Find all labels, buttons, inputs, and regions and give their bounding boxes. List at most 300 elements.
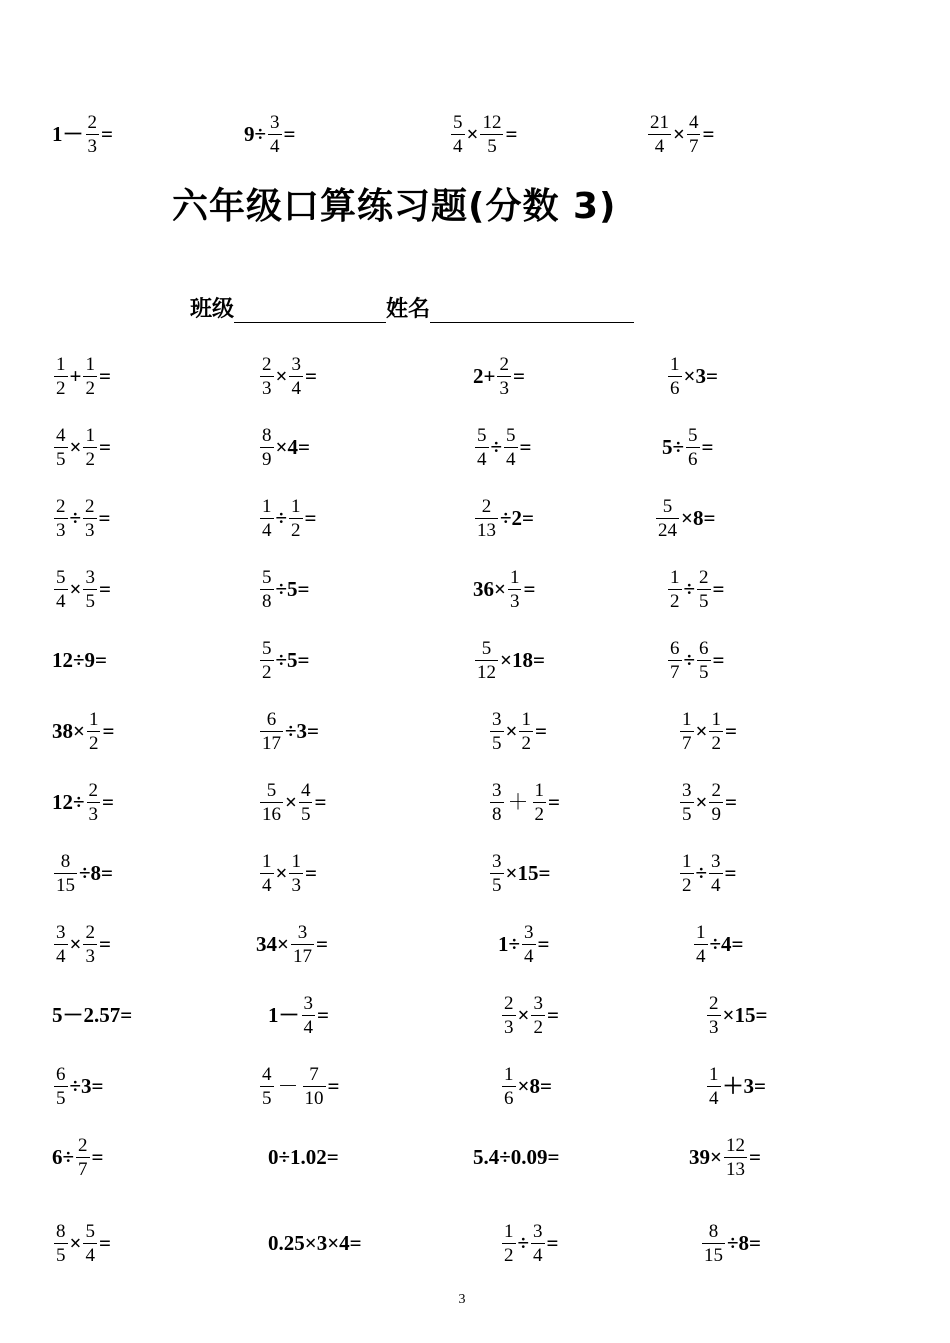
- fraction-denominator: 7: [682, 732, 692, 754]
- math-problem: [473, 639, 545, 682]
- math-problem: [488, 852, 550, 895]
- expression-text: =: [537, 931, 550, 956]
- fraction: [475, 639, 498, 682]
- fraction-numerator: 5: [688, 424, 698, 446]
- math-problem: [666, 639, 725, 682]
- expression-text: ÷: [695, 860, 708, 885]
- fraction-numerator: 3: [492, 708, 502, 730]
- fraction-denominator: 7: [78, 1158, 88, 1180]
- fraction: [451, 113, 465, 156]
- expression-text: ÷8=: [727, 1230, 761, 1255]
- fraction: [707, 1065, 721, 1108]
- fraction-numerator: 8: [56, 1220, 66, 1242]
- fraction-denominator: 7: [670, 661, 680, 683]
- fraction: [709, 710, 723, 753]
- fraction: [680, 852, 694, 895]
- expression-text: =: [304, 363, 317, 388]
- fraction-numerator: 1: [262, 850, 272, 872]
- expression-text: ÷2=: [500, 505, 534, 530]
- fraction-denominator: 4: [56, 590, 66, 612]
- fraction-numerator: 5: [262, 566, 272, 588]
- math-problem: [52, 1222, 111, 1265]
- fraction-numerator: 3: [270, 111, 280, 133]
- fraction-numerator: 2: [709, 992, 719, 1014]
- expression-text: ÷: [69, 505, 82, 530]
- fraction-denominator: 5: [56, 1087, 66, 1109]
- fraction: [490, 710, 504, 753]
- expression-text: ＋3=: [722, 1073, 766, 1098]
- fraction-denominator: 2: [56, 377, 66, 399]
- fraction: [83, 355, 97, 398]
- fraction-numerator: 3: [297, 921, 308, 943]
- fraction-denominator: 4: [291, 377, 301, 399]
- name-blank[interactable]: [430, 300, 634, 323]
- fraction-denominator: 4: [262, 519, 272, 541]
- expression-text: ÷: [275, 505, 288, 530]
- fraction: [260, 781, 283, 824]
- fraction-numerator: 3: [533, 992, 543, 1014]
- fraction-denominator: 13: [477, 519, 496, 541]
- math-problem: [500, 994, 559, 1037]
- expression-text: ÷5=: [275, 576, 310, 601]
- fraction-denominator: 4: [303, 1016, 313, 1038]
- fraction: [490, 781, 504, 824]
- fraction-denominator: 4: [711, 874, 721, 896]
- math-problem: [500, 1222, 559, 1265]
- fraction: [83, 1222, 97, 1265]
- math-problem: [258, 355, 317, 398]
- expression-text: ×: [69, 1230, 82, 1255]
- fraction-denominator: 2: [291, 519, 301, 541]
- fraction: [533, 781, 547, 824]
- fraction-numerator: 3: [303, 992, 313, 1014]
- fraction-denominator: 2: [504, 1244, 514, 1266]
- fraction-numerator: 2: [85, 495, 95, 517]
- fraction-denominator: 2: [682, 874, 692, 896]
- fraction-denominator: 13: [725, 1158, 745, 1180]
- fraction-denominator: 3: [85, 519, 95, 541]
- fraction: [260, 426, 274, 469]
- fraction-denominator: 2: [85, 377, 95, 399]
- fraction: [76, 1136, 90, 1179]
- expression-text: =: [98, 1230, 111, 1255]
- fraction-numerator: 8: [708, 1220, 719, 1242]
- fraction-denominator: 5: [699, 590, 709, 612]
- expression-text: =: [102, 789, 114, 814]
- fraction: [302, 994, 316, 1037]
- expression-text: =: [724, 718, 737, 743]
- fraction: [519, 710, 533, 753]
- class-blank[interactable]: [234, 300, 386, 323]
- math-problem: [258, 497, 317, 540]
- fraction: [299, 781, 313, 824]
- fraction-numerator: 3: [492, 850, 502, 872]
- expression-text: ×: [69, 576, 82, 601]
- math-problem: [52, 497, 111, 540]
- fraction: [490, 852, 504, 895]
- fraction-numerator: 1: [291, 495, 301, 517]
- fraction-numerator: 8: [262, 424, 272, 446]
- fraction-denominator: 5: [56, 1244, 66, 1266]
- expression-text: ÷: [683, 647, 696, 672]
- math-problem: [666, 355, 718, 398]
- fraction-numerator: 5: [481, 637, 492, 659]
- fraction-numerator: 12: [725, 1134, 745, 1156]
- fraction: [522, 923, 536, 966]
- math-problem: [52, 1065, 104, 1108]
- expression-text: =: [91, 1144, 104, 1169]
- fraction: [694, 923, 708, 966]
- expression-text: =: [548, 789, 560, 814]
- fraction-denominator: 5: [85, 590, 95, 612]
- fraction-numerator: 3: [711, 850, 721, 872]
- fraction-numerator: 5: [506, 424, 516, 446]
- math-problem: [654, 497, 715, 540]
- math-problem: [678, 852, 737, 895]
- fraction: [668, 639, 682, 682]
- fraction: [289, 497, 303, 540]
- fraction-denominator: 3: [504, 1016, 514, 1038]
- fraction: [260, 710, 283, 753]
- math-problem: [258, 426, 310, 469]
- fraction-numerator: 5: [262, 637, 272, 659]
- expression-text: =: [102, 718, 115, 743]
- fraction-denominator: 4: [56, 945, 66, 967]
- fraction-denominator: 2: [262, 661, 272, 683]
- fraction-denominator: 3: [709, 1016, 719, 1038]
- student-info-line: [190, 292, 634, 323]
- fraction-denominator: 3: [85, 945, 95, 967]
- fraction-numerator: 1: [504, 1063, 514, 1085]
- fraction-denominator: 2: [670, 590, 680, 612]
- expression-text: ×: [285, 789, 297, 814]
- math-problem: [258, 710, 319, 753]
- fraction-denominator: 5: [56, 448, 66, 470]
- fraction: [686, 426, 700, 469]
- math-problem: [473, 1144, 560, 1169]
- fraction-denominator: 4: [477, 448, 487, 470]
- expression-text: 1－: [268, 1002, 300, 1027]
- expression-text: 36×: [473, 576, 506, 601]
- fraction-denominator: 17: [262, 732, 281, 754]
- math-problem: [52, 355, 111, 398]
- fraction-denominator: 5: [699, 661, 709, 683]
- expression-text: =: [315, 931, 328, 956]
- fraction-denominator: 9: [711, 803, 721, 825]
- math-problem: [662, 426, 714, 469]
- fraction: [475, 497, 498, 540]
- fraction-denominator: 3: [499, 377, 509, 399]
- fraction-numerator: 1: [85, 424, 95, 446]
- fraction: [508, 568, 522, 611]
- fraction-denominator: 3: [291, 874, 301, 896]
- expression-text: －: [277, 1073, 299, 1098]
- fraction: [54, 923, 68, 966]
- math-problem: [256, 923, 328, 966]
- math-problem: [473, 568, 535, 611]
- math-problem: [500, 1065, 552, 1108]
- expression-text: =: [546, 1230, 559, 1255]
- fraction-denominator: 6: [688, 448, 698, 470]
- fraction-denominator: 3: [262, 377, 272, 399]
- fraction: [531, 1222, 545, 1265]
- fraction-numerator: 6: [699, 637, 709, 659]
- math-problem: [692, 923, 744, 966]
- fraction-denominator: 6: [670, 377, 680, 399]
- fraction-numerator: 5: [453, 111, 463, 133]
- math-problem: [488, 781, 560, 824]
- fraction: [504, 426, 518, 469]
- fraction: [502, 994, 516, 1037]
- math-problem: [258, 639, 310, 682]
- math-problem: [666, 568, 725, 611]
- fraction-denominator: 4: [85, 1244, 95, 1266]
- fraction-numerator: 1: [696, 921, 706, 943]
- fraction-numerator: 1: [56, 353, 66, 375]
- fraction: [707, 994, 721, 1037]
- fraction: [668, 568, 682, 611]
- fraction: [87, 781, 101, 824]
- expression-text: 5－2.57=: [52, 1002, 133, 1027]
- expression-text: 5.4÷0.09=: [473, 1144, 560, 1169]
- math-problem: [473, 426, 532, 469]
- math-problem: [258, 1065, 339, 1108]
- fraction-numerator: 1: [509, 566, 520, 588]
- math-problem: [52, 647, 107, 672]
- fraction: [83, 923, 97, 966]
- expression-text: =: [724, 789, 737, 814]
- fraction-denominator: 4: [648, 134, 671, 156]
- fraction-numerator: 1: [711, 708, 721, 730]
- expression-text: =: [314, 789, 327, 814]
- fraction-denominator: 6: [504, 1087, 514, 1109]
- expression-text: ×15=: [505, 860, 551, 885]
- fraction-denominator: 5: [492, 874, 502, 896]
- math-problem: [52, 710, 114, 753]
- math-problem: [268, 1144, 339, 1169]
- fraction-numerator: 1: [670, 353, 680, 375]
- fraction-denominator: 15: [56, 874, 75, 896]
- fraction: [54, 355, 68, 398]
- fraction-denominator: 4: [533, 1244, 543, 1266]
- fraction-numerator: 12: [482, 111, 502, 133]
- math-problem: [258, 781, 326, 824]
- expression-text: 9÷: [244, 121, 267, 146]
- fraction-denominator: 8: [262, 590, 272, 612]
- fraction-numerator: 5: [477, 424, 487, 446]
- fraction-denominator: 7: [688, 135, 699, 157]
- expression-text: ×15=: [722, 1002, 768, 1027]
- fraction-numerator: 6: [56, 1063, 66, 1085]
- expression-text: =: [98, 576, 111, 601]
- fraction: [475, 426, 489, 469]
- fraction-numerator: 2: [87, 111, 97, 133]
- expression-text: =: [98, 363, 111, 388]
- fraction: [648, 113, 671, 156]
- fraction: [680, 781, 694, 824]
- math-problem: [52, 568, 111, 611]
- fraction: [303, 1065, 326, 1108]
- fraction-numerator: 3: [492, 779, 502, 801]
- fraction-denominator: 4: [524, 945, 534, 967]
- fraction-numerator: 3: [291, 353, 301, 375]
- expression-text: ×3=: [683, 363, 718, 388]
- fraction-numerator: 5: [266, 779, 277, 801]
- fraction-denominator: 16: [262, 803, 281, 825]
- fraction: [54, 1222, 68, 1265]
- fraction-numerator: 1: [88, 708, 99, 730]
- expression-text: ÷5=: [275, 647, 310, 672]
- fraction-numerator: 1: [682, 850, 692, 872]
- fraction: [291, 923, 314, 966]
- fraction-numerator: 3: [85, 566, 95, 588]
- fraction-denominator: 15: [704, 1244, 723, 1266]
- fraction: [83, 426, 97, 469]
- expression-text: 6÷: [52, 1144, 75, 1169]
- name-label: 姓名: [386, 297, 431, 322]
- expression-text: 2+: [473, 363, 496, 388]
- math-problem: [705, 994, 767, 1037]
- fraction: [260, 852, 274, 895]
- fraction-numerator: 3: [533, 1220, 543, 1242]
- fraction: [697, 568, 711, 611]
- expression-text: =: [304, 505, 317, 530]
- fraction: [531, 994, 545, 1037]
- expression-text: 1÷: [498, 931, 521, 956]
- expression-text: ÷4=: [709, 931, 744, 956]
- fraction-denominator: 2: [711, 732, 721, 754]
- fraction-denominator: 2: [521, 732, 531, 754]
- fraction-denominator: 4: [709, 1087, 719, 1109]
- fraction-numerator: 1: [291, 850, 301, 872]
- expression-text: =: [327, 1073, 340, 1098]
- fraction: [260, 355, 274, 398]
- expression-text: ×: [466, 121, 479, 146]
- expression-text: 34×: [256, 931, 289, 956]
- fraction-denominator: 5: [300, 803, 311, 825]
- expression-text: ÷8=: [79, 860, 113, 885]
- fraction: [54, 1065, 68, 1108]
- math-problem: [52, 1136, 104, 1179]
- math-problem: [52, 923, 111, 966]
- fraction-numerator: 2: [78, 1134, 88, 1156]
- fraction-numerator: 1: [682, 708, 692, 730]
- expression-text: ×8=: [681, 505, 716, 530]
- fraction-numerator: 1: [709, 1063, 719, 1085]
- fraction: [497, 355, 511, 398]
- math-problem: [700, 1222, 761, 1265]
- expression-text: =: [712, 576, 725, 601]
- fraction-denominator: 2: [534, 803, 544, 825]
- fraction-denominator: 17: [292, 945, 312, 967]
- fraction-numerator: 2: [88, 779, 99, 801]
- fraction-numerator: 4: [688, 111, 699, 133]
- expression-text: 12÷9=: [52, 647, 107, 672]
- fraction-numerator: 3: [682, 779, 692, 801]
- fraction-denominator: 9: [262, 448, 272, 470]
- fraction-denominator: 8: [492, 803, 502, 825]
- fraction-numerator: 1: [534, 779, 544, 801]
- fraction: [709, 781, 723, 824]
- fraction: [54, 852, 77, 895]
- fraction: [86, 113, 100, 156]
- expression-text: =: [748, 1144, 761, 1169]
- fraction: [54, 497, 68, 540]
- fraction: [480, 113, 503, 156]
- expression-text: ×18=: [500, 647, 545, 672]
- fraction-denominator: 5: [480, 134, 503, 156]
- fraction: [289, 355, 303, 398]
- expression-text: ×: [275, 363, 288, 388]
- fraction-numerator: 1: [670, 566, 680, 588]
- fraction: [502, 1222, 516, 1265]
- fraction-denominator: 2: [85, 448, 95, 470]
- math-problem: [449, 113, 517, 156]
- fraction: [54, 568, 68, 611]
- math-problem: [498, 923, 550, 966]
- expression-text: ÷3=: [285, 718, 319, 743]
- expression-text: 1－: [52, 121, 84, 146]
- expression-text: =: [512, 363, 525, 388]
- math-problem: [473, 355, 525, 398]
- expression-text: ×: [505, 718, 518, 743]
- fraction-numerator: 2: [499, 353, 509, 375]
- expression-text: ×4=: [275, 434, 310, 459]
- expression-text: ×: [69, 434, 82, 459]
- fraction-denominator: 4: [262, 874, 272, 896]
- math-problem: [52, 113, 113, 156]
- fraction-numerator: 2: [699, 566, 709, 588]
- fraction-denominator: 5: [262, 1087, 272, 1109]
- math-problem: [52, 1002, 133, 1027]
- math-problem: [705, 1065, 766, 1108]
- expression-text: ×: [673, 121, 685, 146]
- expression-text: 12÷: [52, 789, 85, 814]
- fraction-denominator: 3: [87, 135, 97, 157]
- fraction-denominator: 4: [453, 135, 463, 157]
- fraction: [260, 497, 274, 540]
- math-problem: [678, 781, 737, 824]
- expression-text: 38×: [52, 718, 85, 743]
- fraction-denominator: 2: [88, 732, 99, 754]
- fraction: [668, 355, 682, 398]
- fraction-denominator: 3: [88, 803, 99, 825]
- fraction-numerator: 5: [85, 1220, 95, 1242]
- expression-text: ＋: [507, 789, 529, 814]
- fraction-denominator: 24: [658, 519, 677, 541]
- fraction: [656, 497, 679, 540]
- fraction: [724, 1136, 747, 1179]
- fraction-numerator: 2: [56, 495, 66, 517]
- fraction: [83, 497, 97, 540]
- fraction-numerator: 5: [662, 495, 673, 517]
- fraction-numerator: 5: [56, 566, 66, 588]
- fraction-denominator: 4: [270, 135, 280, 157]
- expression-text: 39×: [689, 1144, 722, 1169]
- expression-text: =: [98, 505, 111, 530]
- expression-text: ×: [695, 718, 708, 743]
- math-problem: [646, 113, 714, 156]
- fraction: [260, 1065, 274, 1108]
- fraction-numerator: 1: [521, 708, 531, 730]
- fraction-numerator: 2: [711, 779, 721, 801]
- expression-text: ÷: [490, 434, 503, 459]
- fraction: [87, 710, 101, 753]
- fraction-numerator: 3: [56, 921, 66, 943]
- expression-text: ×8=: [517, 1073, 552, 1098]
- fraction: [54, 426, 68, 469]
- fraction-denominator: 5: [682, 803, 692, 825]
